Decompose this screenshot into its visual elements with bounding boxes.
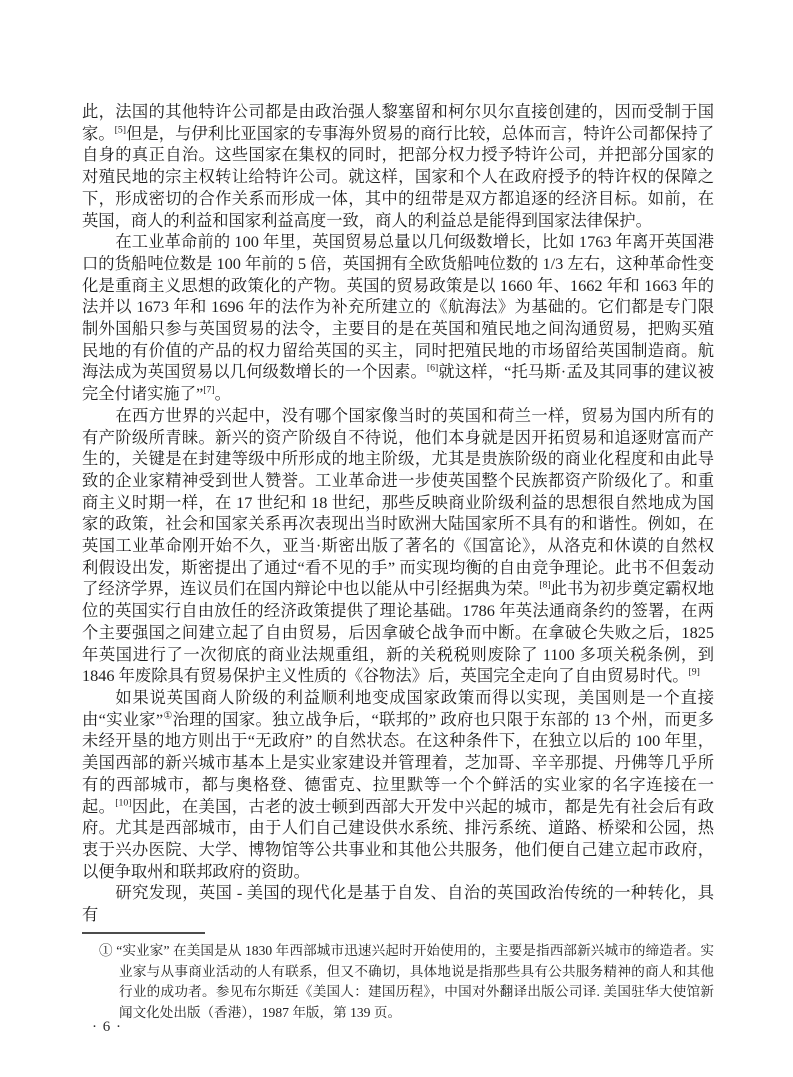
footnote-ref: ① [163,710,173,722]
paragraph: 在工业革命前的 100 年里，英国贸易总量以几何级数增长，比如 1763 年离开英国港口的货船吨位数是 100 年前的 5 倍，英国拥有全欧货船吨位数的 1/3 左右，这种革命性变化是重商主义思想的政策化的产物。英国的贸易政策是以 1660 年、1662 年和 1663 年的法并以 1673 年和 1696 年的法作为补充所建立的《航海法》为基础的。它们都是专门限制外国船只参与英国贸易的法令，主要目的是在英国和殖民地之间沟通贸易，把购买殖民地的有价值的产品的权力留给英国的买主，同时把殖民地的市场留给英国制造商。航海法成为英国贸易以几何级数增长的一个因素。[6]就这样，“托马斯·孟及其同事的建议被完全付诸实施了”[7]。 [82,232,714,404]
paragraph: 此，法国的其他特许公司都是由政治强人黎塞留和柯尔贝尔直接创建的，因而受制于国家。[5]但是，与伊利比亚国家的专事海外贸易的商行比较，总体而言，特许公司都保持了自身的真正自治。这些国家在集权的同时，把部分权力授予特许公司，并把部分国家的对殖民地的宗主权转让给特许公司。就这样，国家和个人在政府授予的特许权的保障之下，形成密切的合作关系而形成一体，其中的纽带是双方都追逐的经济目标。如前，在英国，商人的利益和国家利益高度一致，商人的利益总是能得到国家法律保护。 [82,102,714,230]
footnote-divider [82,932,205,934]
footnotes [99,941,714,1023]
footnote-ref: [7] [203,384,215,396]
footnote-ref: [8] [539,580,551,592]
paragraph: 研究发现，英国 - 美国的现代化是基于自发、自治的英国政治传统的一种转化，具有 [82,883,714,925]
footnote: ① “实业家” 在美国是从 1830 年西部城市迅速兴起时开始使用的，主要是指西部新兴城市的缔造者。实业家与从事商业活动的人有联系，但又不确切，具体地说是指那些具有公共服务精神的商人和其他行业的成功者。参见布尔斯廷《美国人：建国历程》，中国对外翻译出版公司译. 美国驻华大使馆新闻文化处出版（香港），1987 年版，第 139 页。 [99,943,714,1020]
paragraph: 在西方世界的兴起中，没有哪个国家像当时的英国和荷兰一样，贸易为国内所有的有产阶级所青睐。新兴的资产阶级自不待说，他们本身就是因开拓贸易和追逐财富而产生的，关键是在封建等级中所形成的地主阶级，尤其是贵族阶级的商业化程度和由此导致的企业家精神受到世人赞誉。工业革命进一步使英国整个民族都资产阶级化了。和重商主义时期一样，在 17 世纪和 18 世纪，那些反映商业阶级利益的思想很自然地成为国家的政策，社会和国家关系再次表现出当时欧洲大陆国家所不具有的和谐性。例如，在英国工业革命刚开始不久，亚当·斯密出版了著名的《国富论》，从洛克和休谟的自然权利假设出发，斯密提出了通过“看不见的手” 而实现均衡的自由竞争理论。此书不但轰动了经济学界，连议员们在国内辩论中也以能从中引经据典为荣。[8]此书为初步奠定霸权地位的英国实行自由放任的经济政策提供了理论基础。1786 年英法通商条约的签署，在两个主要强国之间建立起了自由贸易，后因拿破仑战争而中断。在拿破仑失败之后，1825 年英国进行了一次彻底的商业法规重组，新的关税税则废除了 1100 多项关税条例，到 1846 年废除具有贸易保护主义性质的《谷物法》后，英国完全走向了自由贸易时代。[9] [82,405,714,686]
paragraph: 如果说英国商人阶级的利益顺利地变成国家政策而得以实现，美国则是一个直接由“实业家”①治理的国家。独立战争后，“联邦的” 政府也只限于东部的 13 个州，而更多未经开垦的地方则出于“无政府” 的自然状态。在这种条件下，在独立以后的 100 年里，美国西部的新兴城市基本上是实业家建设并管理着，芝加哥、辛辛那提、丹佛等几乎所有的西部城市，都与奥格登、德雷克、拉里默等一个个鲜活的实业家的名字连接在一起。[10]因此，在美国，古老的波士顿到西部大开发中兴起的城市，都是先有社会后有政府。尤其是西部城市，由于人们自己建设供水系统、排污系统、道路、桥梁和公园，热衷于兴办医院、大学、博物馆等公共事业和其他公共服务，他们便自己建立起市政府，以便争取州和联邦政府的资助。 [82,687,714,881]
footnote-ref: [5] [114,124,127,136]
footnote-ref: [9] [688,666,700,678]
main-text [82,101,714,926]
footnote-marker: ① [99,943,113,958]
page-number: · 6 · [92,1019,122,1035]
footnote-ref: [10] [115,797,132,809]
footnote-ref: [6] [426,363,439,375]
